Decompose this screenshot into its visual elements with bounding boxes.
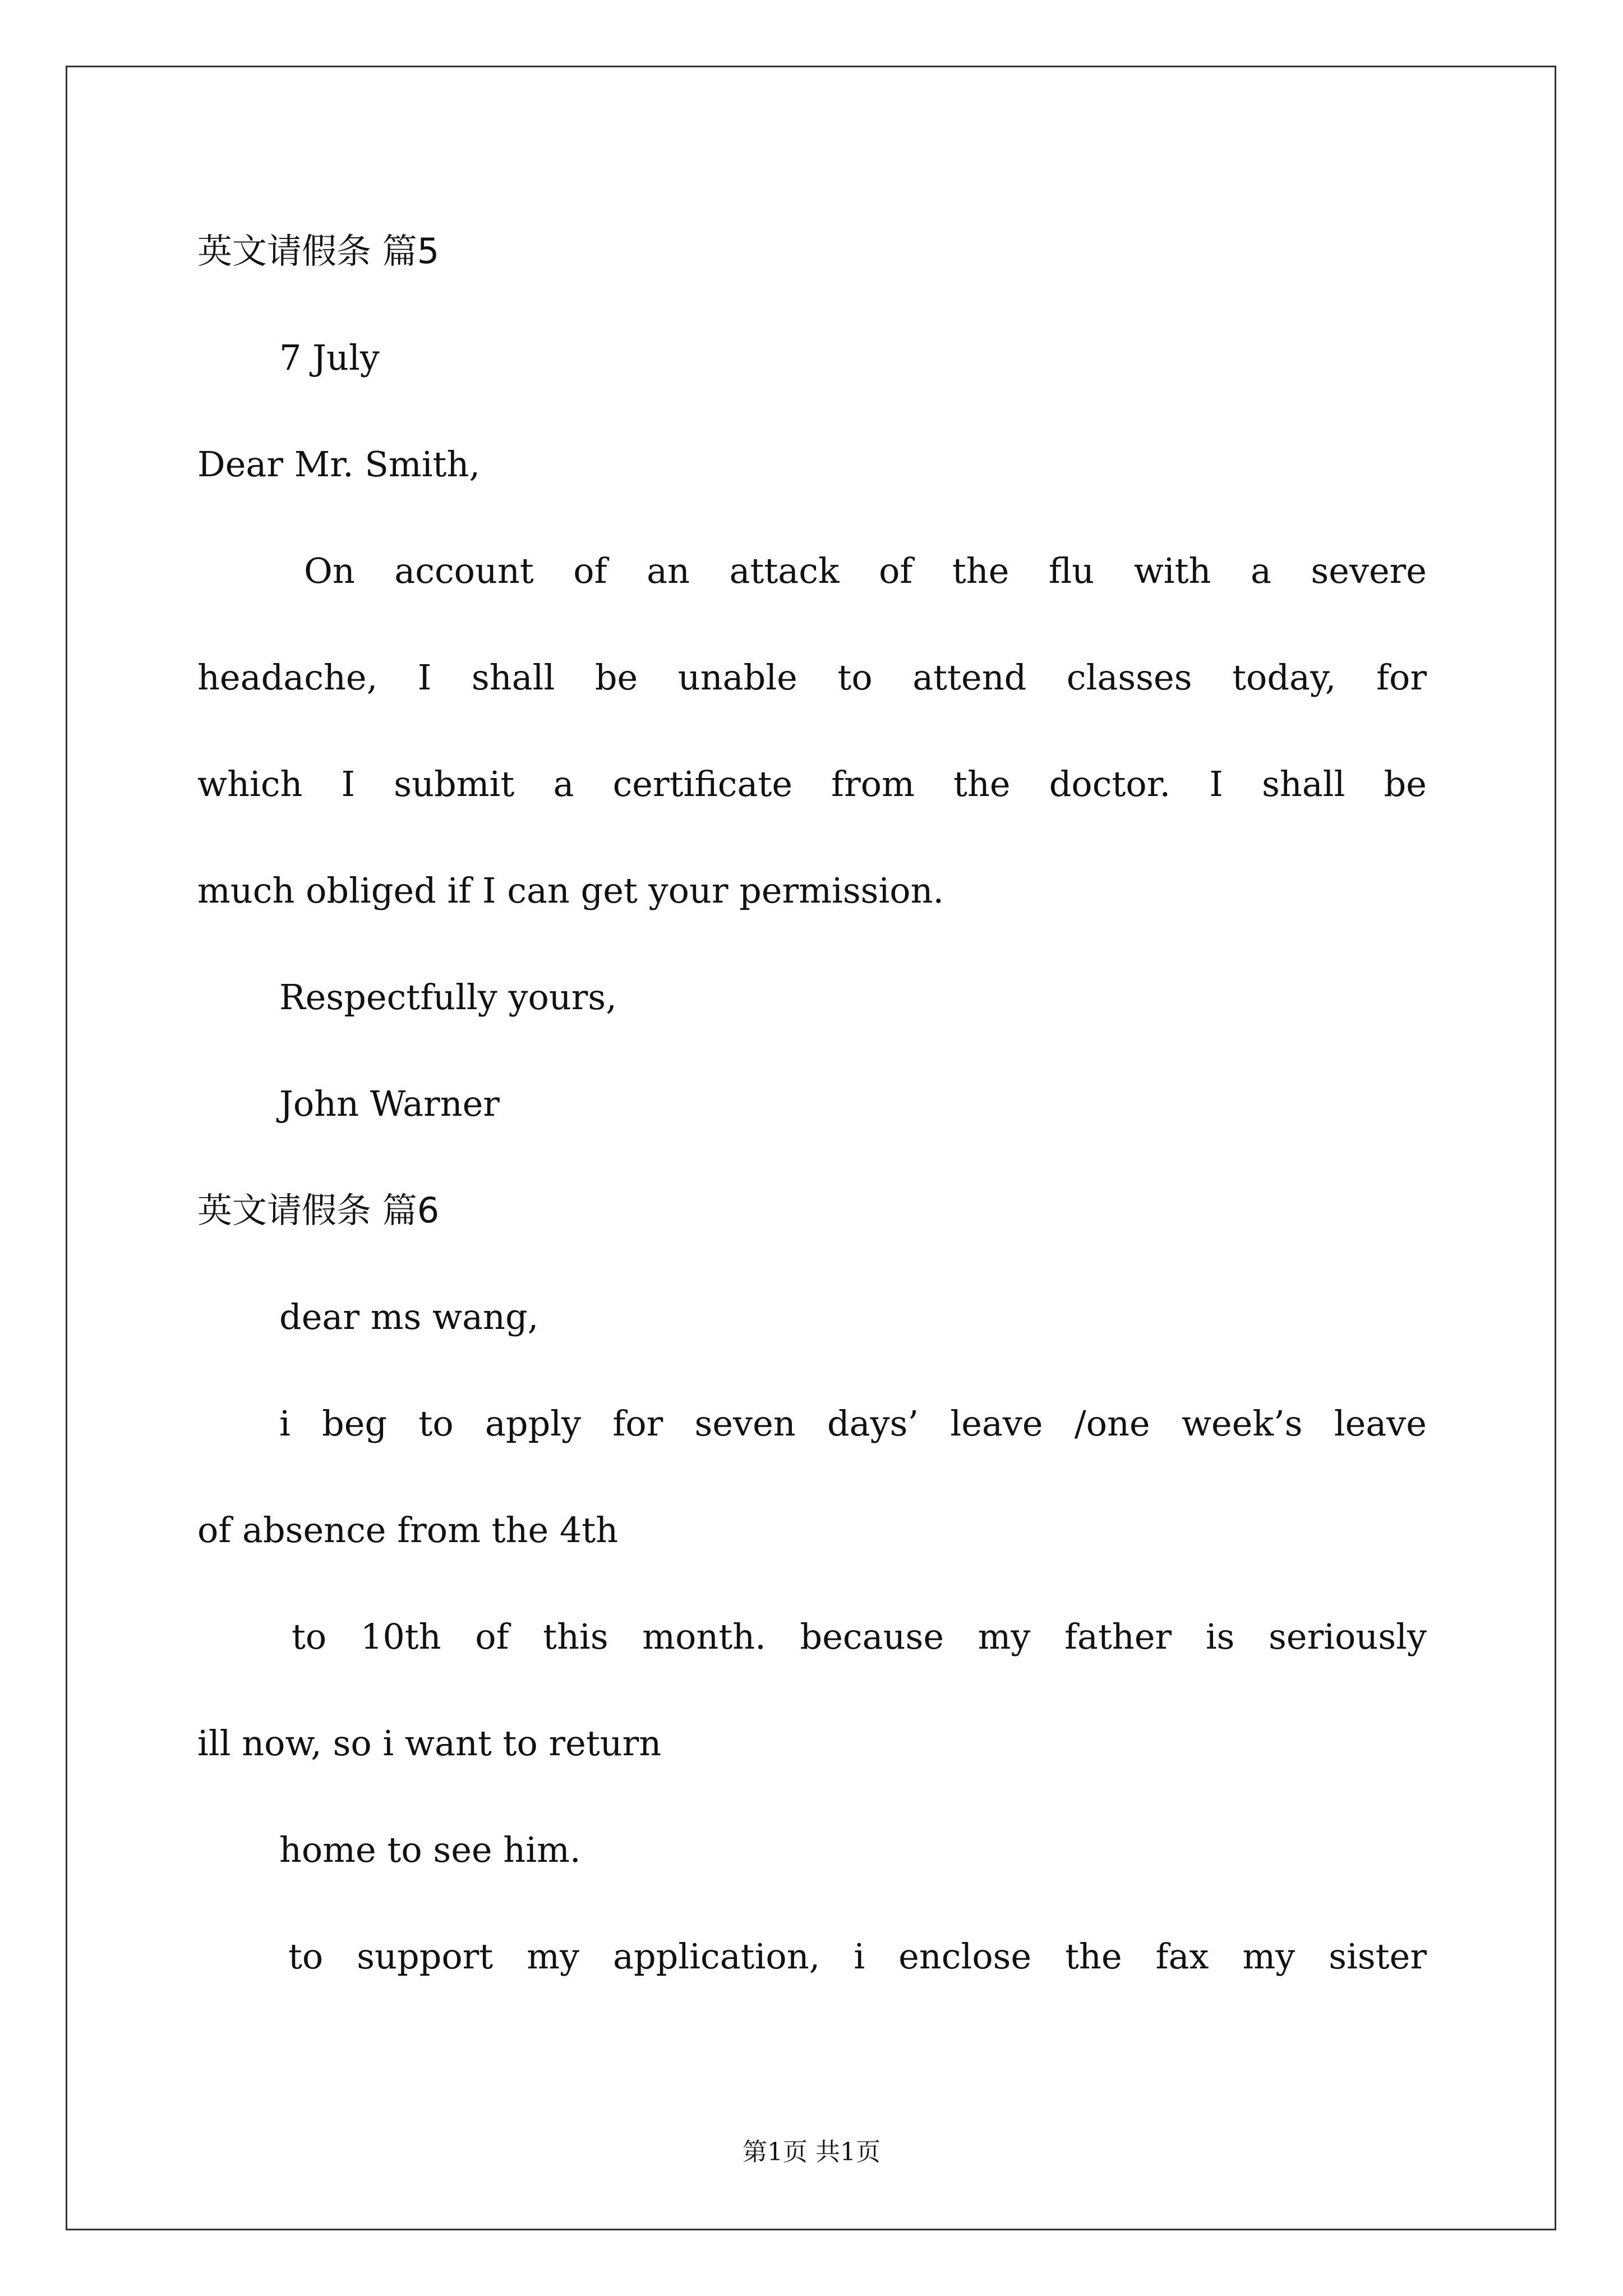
letter6-body-line: to 10th of this month. because my father is seriously bbox=[292, 1616, 1427, 1657]
letter6-salutation: dear ms wang, bbox=[279, 1296, 539, 1337]
letter5-heading: 英文请假条 篇5 bbox=[197, 231, 440, 272]
letter5-date: 7 July bbox=[279, 337, 380, 378]
letter5-signature: John Warner bbox=[279, 1083, 500, 1124]
letter5-body-line: headache, I shall be unable to attend classes today, for bbox=[197, 657, 1427, 698]
letter5-closing: Respectfully yours, bbox=[279, 977, 617, 1018]
letter6-body-line: to support my application, i enclose the fax my sister bbox=[288, 1936, 1427, 1977]
letter5-salutation: Dear Mr. Smith, bbox=[197, 444, 481, 485]
letter5-body-line: much obliged if I can get your permission. bbox=[197, 870, 944, 911]
letter5-body-line: which I submit a certificate from the doctor. I shall be bbox=[197, 763, 1427, 804]
letter6-heading: 英文请假条 篇6 bbox=[197, 1190, 440, 1231]
document-body bbox=[197, 206, 1427, 2018]
letter5-body-line: On account of an attack of the flu with a severe bbox=[304, 550, 1427, 591]
letter6-body-line: home to see him. bbox=[279, 1829, 581, 1870]
letter6-body-line: i beg to apply for seven days’ leave /one week’s leave bbox=[279, 1403, 1427, 1444]
letter6-body-line: of absence from the 4th bbox=[197, 1510, 619, 1550]
page-footer: 第1页 共1页 bbox=[743, 2138, 880, 2166]
letter6-body-line: ill now, so i want to return bbox=[197, 1723, 662, 1764]
